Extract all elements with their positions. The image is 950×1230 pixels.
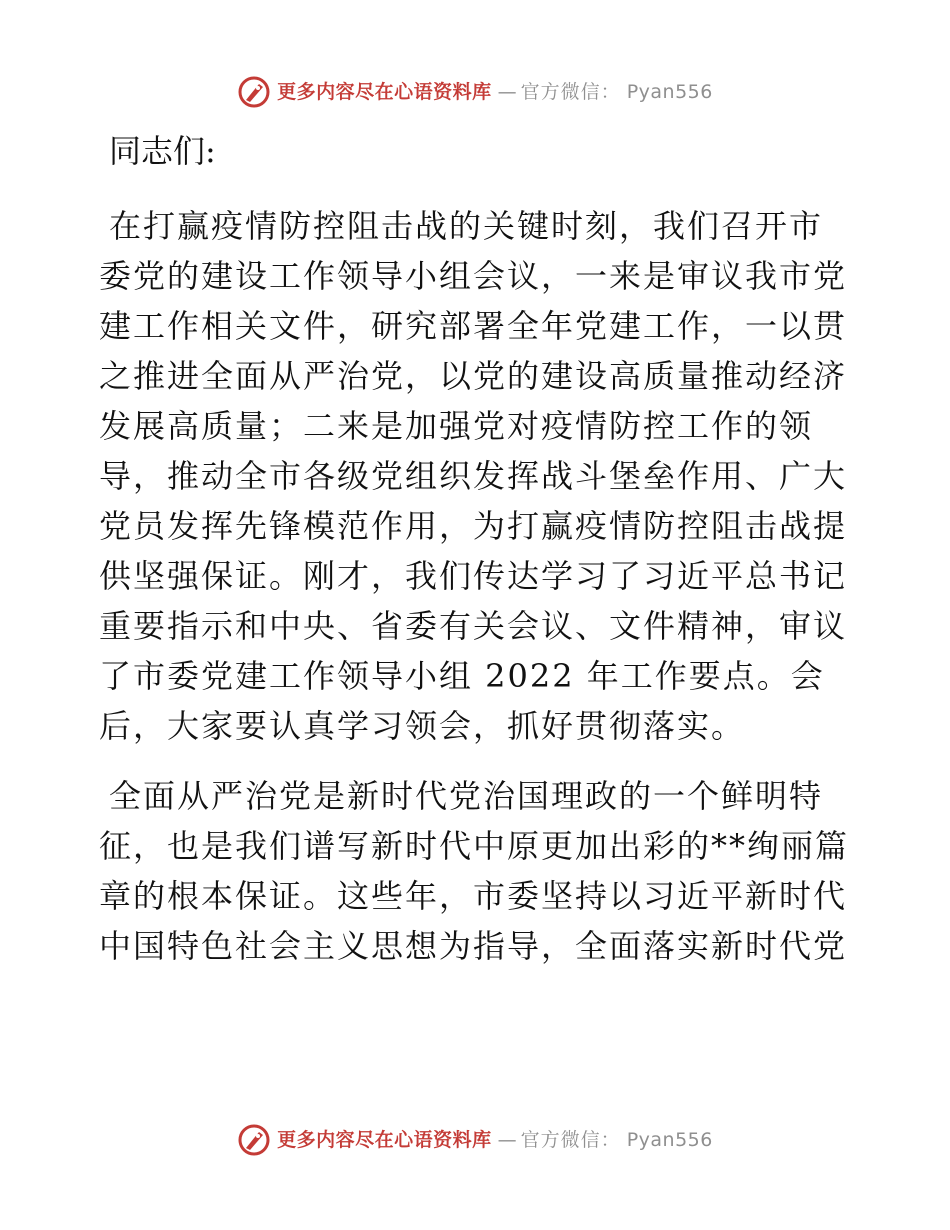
paragraph-2: [99, 771, 851, 971]
text-line: 重要指示和中央、省委有关会议、文件精神，审议: [99, 607, 848, 645]
watermark-brand-text: 更多内容尽在心语资料库: [277, 80, 492, 103]
text-line: 建工作相关文件，研究部署全年党建工作，一以贯: [99, 307, 848, 345]
text-line: 委党的建设工作领导小组会议，一来是审议我市党: [99, 257, 848, 295]
pen-logo-icon: [237, 75, 271, 109]
watermark-separator: —: [497, 80, 515, 103]
watermark-label: 官方微信：: [520, 1128, 621, 1151]
text-line: 发展高质量；二来是加强党对疫情防控工作的领: [99, 407, 814, 445]
text-line: 中国特色社会主义思想为指导，全面落实新时代党: [99, 927, 848, 965]
text-line: 供坚强保证。刚才，我们传达学习了习近平总书记: [99, 557, 848, 595]
text-line: 征，也是我们谱写新时代中原更加出彩的**绚丽篇: [99, 827, 850, 865]
watermark-brand: [237, 75, 713, 109]
salutation: 同志们:: [109, 132, 216, 170]
watermark-brand: [237, 1123, 713, 1157]
watermark-label: 官方微信：: [520, 80, 621, 103]
text-line: 全面从严治党是新时代党治国理政的一个鲜明特: [109, 777, 824, 815]
text-line: 了市委党建工作领导小组 2022 年工作要点。会: [99, 657, 825, 695]
text-line: 章的根本保证。这些年，市委坚持以习近平新时代: [99, 877, 848, 915]
paragraph-1: [99, 201, 851, 751]
watermark-brand-text: 更多内容尽在心语资料库: [277, 1128, 492, 1151]
text-line: 之推进全面从严治党，以党的建设高质量推动经济: [99, 357, 848, 395]
watermark-separator: —: [497, 1128, 515, 1151]
text-line: 后，大家要认真学习领会，抓好贯彻落实。: [99, 707, 746, 745]
document-body: [99, 126, 851, 971]
text-line: 在打赢疫情防控阻击战的关键时刻，我们召开市: [109, 207, 824, 245]
header-watermark: [0, 72, 950, 112]
text-line: 党员发挥先锋模范作用，为打赢疫情防控阻击战提: [99, 507, 848, 545]
watermark-account: Pyan556: [626, 80, 713, 103]
text-line: 导，推动全市各级党组织发挥战斗堡垒作用、广大: [99, 457, 848, 495]
pen-logo-icon: [237, 1123, 271, 1157]
footer-watermark: [0, 1120, 950, 1160]
watermark-account: Pyan556: [626, 1128, 713, 1151]
